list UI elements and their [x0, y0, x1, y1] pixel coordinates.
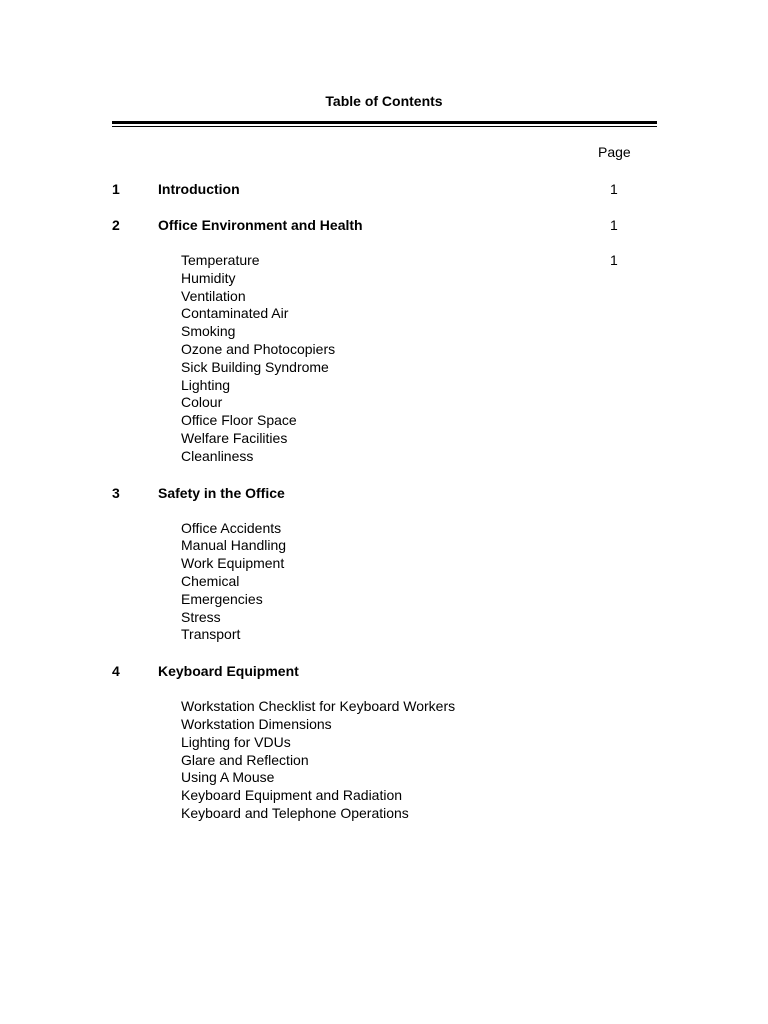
subsection-label: Temperature — [181, 252, 260, 268]
subsection-label: Ozone and Photocopiers — [181, 340, 336, 357]
toc-subsection-list — [112, 252, 657, 466]
toc-subsection-item[interactable] — [112, 430, 657, 448]
document-title: Table of Contents — [325, 93, 443, 109]
subsection-label: Cleanliness — [181, 447, 254, 464]
subsection-label: Workstation Dimensions — [181, 715, 332, 732]
toc-section-heading[interactable] — [112, 484, 657, 502]
subsection-label: Keyboard and Telephone Operations — [181, 804, 409, 821]
subsection-label: Keyboard Equipment and Radiation — [181, 787, 403, 804]
toc-subsection-item[interactable] — [112, 698, 657, 716]
section-number: 4 — [112, 663, 120, 680]
toc-section-heading[interactable] — [112, 180, 657, 198]
toc-section-heading[interactable] — [112, 662, 657, 680]
toc-list — [112, 180, 657, 841]
toc-subsection-item[interactable] — [112, 734, 657, 752]
toc-subsection-item[interactable] — [112, 787, 657, 805]
title-rule-thick — [112, 121, 657, 124]
toc-subsection-item[interactable] — [112, 520, 657, 538]
subsection-label: Using A Mouse — [181, 769, 275, 786]
subsection-label: Humidity — [181, 269, 236, 286]
toc-subsection-item[interactable] — [112, 252, 657, 270]
section-number: 3 — [112, 484, 120, 501]
subsection-label: Emergencies — [181, 590, 263, 607]
section-title: Safety in the Office — [158, 484, 285, 501]
toc-subsection-item[interactable] — [112, 769, 657, 787]
toc-subsection-item[interactable] — [112, 359, 657, 377]
toc-subsection-item[interactable] — [112, 270, 657, 288]
toc-subsection-item[interactable] — [112, 288, 657, 306]
toc-subsection-item[interactable] — [112, 341, 657, 359]
subsection-label: Ventilation — [181, 287, 246, 304]
subsection-label: Workstation Checklist for Keyboard Workers — [181, 698, 456, 715]
toc-subsection-item[interactable] — [112, 537, 657, 555]
toc-subsection-item[interactable] — [112, 573, 657, 591]
subsection-label: Sick Building Syndrome — [181, 358, 329, 375]
subsection-label: Office Floor Space — [181, 412, 297, 429]
title-rule-thin — [112, 126, 657, 127]
section-page-number: 1 — [610, 217, 618, 233]
toc-subsection-list — [112, 698, 657, 823]
subsection-label: Colour — [181, 394, 223, 411]
toc-subsection-item[interactable] — [112, 752, 657, 770]
subsection-label: Glare and Reflection — [181, 751, 309, 768]
section-title: Keyboard Equipment — [158, 663, 299, 680]
toc-subsection-item[interactable] — [112, 626, 657, 644]
toc-subsection-list — [112, 520, 657, 645]
toc-subsection-item[interactable] — [112, 412, 657, 430]
toc-subsection-item[interactable] — [112, 305, 657, 323]
subsection-label: Work Equipment — [181, 555, 285, 572]
subsection-page-number: 1 — [610, 252, 618, 268]
subsection-label: Lighting — [181, 376, 231, 393]
subsection-label: Lighting for VDUs — [181, 733, 291, 750]
section-title: Office Environment and Health — [158, 217, 363, 233]
toc-subsection-item[interactable] — [112, 323, 657, 341]
section-page-number: 1 — [610, 181, 618, 197]
toc-section — [112, 180, 657, 198]
toc-subsection-item[interactable] — [112, 394, 657, 412]
toc-section-heading[interactable] — [112, 216, 657, 234]
toc-subsection-item[interactable] — [112, 377, 657, 395]
page-column-header: Page — [598, 144, 631, 160]
section-title: Introduction — [158, 181, 240, 197]
toc-subsection-item[interactable] — [112, 448, 657, 466]
section-number: 2 — [112, 217, 120, 233]
subsection-label: Welfare Facilities — [181, 429, 288, 446]
toc-section — [112, 216, 657, 466]
subsection-label: Office Accidents — [181, 519, 282, 536]
subsection-label: Stress — [181, 608, 221, 625]
toc-section — [112, 484, 657, 645]
toc-subsection-item[interactable] — [112, 716, 657, 734]
toc-subsection-item[interactable] — [112, 555, 657, 573]
subsection-label: Manual Handling — [181, 537, 287, 554]
toc-section — [112, 662, 657, 823]
toc-subsection-item[interactable] — [112, 591, 657, 609]
section-number: 1 — [112, 181, 120, 197]
toc-subsection-item[interactable] — [112, 609, 657, 627]
subsection-label: Transport — [181, 626, 241, 643]
subsection-label: Chemical — [181, 572, 240, 589]
subsection-label: Contaminated Air — [181, 305, 289, 322]
toc-subsection-item[interactable] — [112, 805, 657, 823]
subsection-label: Smoking — [181, 323, 236, 340]
